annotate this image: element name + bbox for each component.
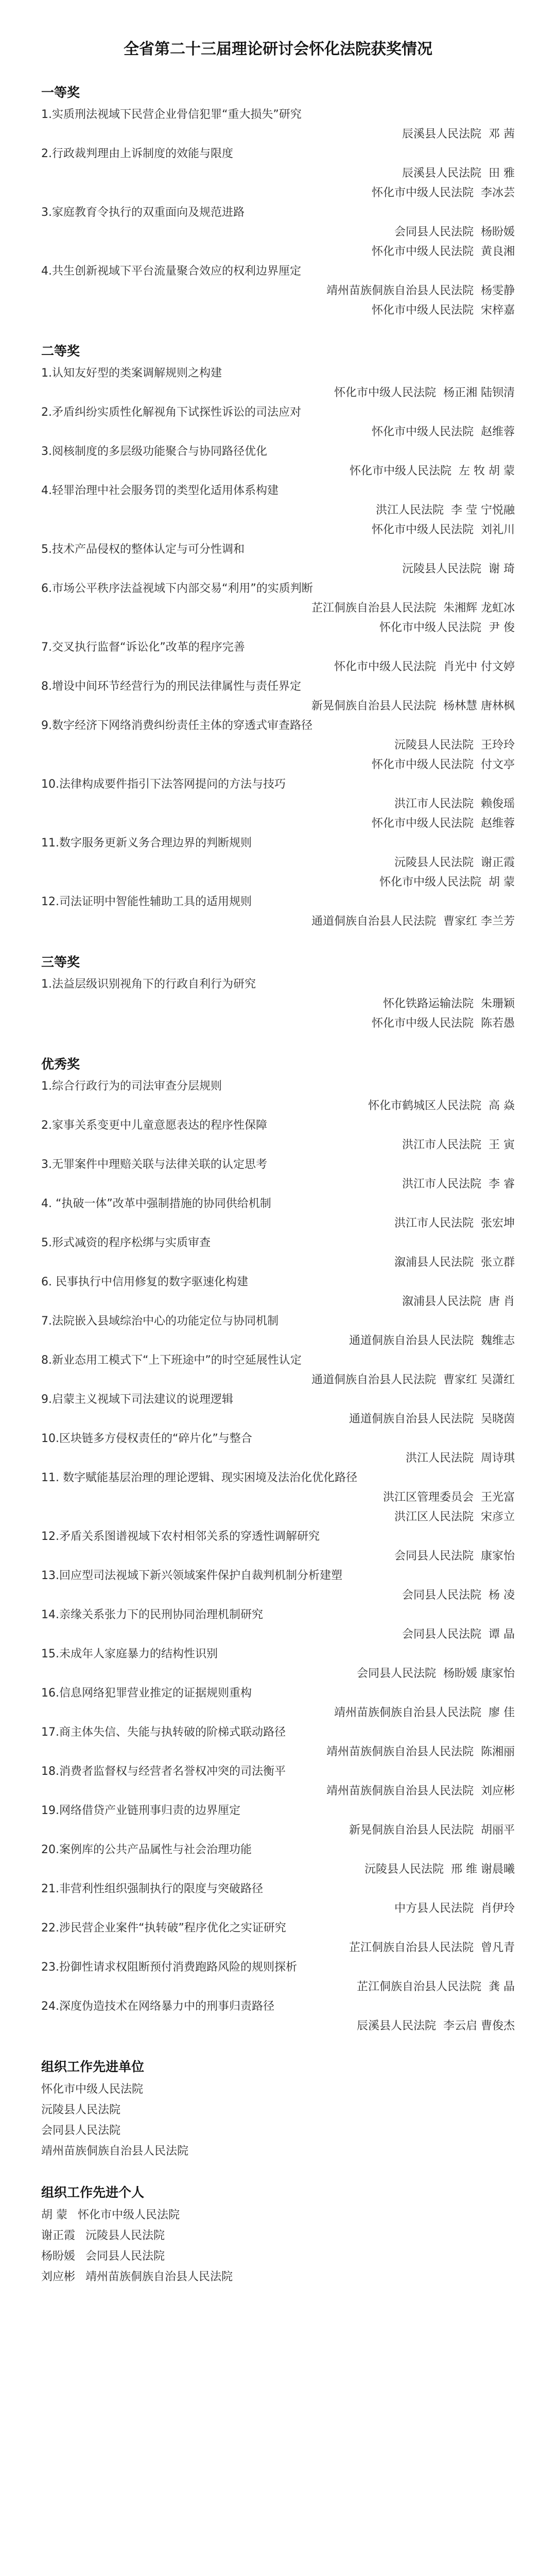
award-winner (41, 1253, 515, 1273)
award-winner (41, 1782, 515, 1801)
award-winner (41, 1547, 515, 1566)
winner-court: 通道侗族自治县人民法院 (349, 1413, 474, 1426)
award-winner (41, 125, 515, 144)
winner-name: 宋梓嘉 (480, 304, 515, 317)
winner-name: 李云启 曹俊杰 (443, 2020, 515, 2032)
winner-name: 邓 茜 (489, 128, 515, 141)
award-title: 1.实质刑法视域下民营企业骨信犯罪“重大损失”研究 (41, 108, 302, 121)
winner-court: 怀化市中级人民法院 (371, 1017, 474, 1030)
winner-name: 杨雯静 (480, 284, 515, 297)
award-entry (41, 1645, 515, 1684)
individual-name: 胡 蒙 (41, 2209, 67, 2222)
award-title: 3.家庭教育令执行的双重面向及规范进路 (41, 206, 245, 219)
award-entry (41, 638, 515, 677)
winner-court: 沅陵县人民法院 (364, 1863, 444, 1876)
winner-court: 会同县人民法院 (356, 1667, 436, 1680)
individual-court: 怀化市中级人民法院 (78, 2209, 180, 2222)
award-title: 21.非营利性组织强制执行的限度与突破路径 (41, 1883, 263, 1895)
winner-name: 张宏坤 (480, 1217, 515, 1230)
award-winner (41, 1214, 515, 1233)
award-winner (41, 242, 515, 262)
award-title: 11. 数字赋能基层治理的理论逻辑、现实困境及法治化优化路径 (41, 1471, 357, 1484)
award-winner (41, 183, 515, 203)
award-entry (41, 1312, 515, 1351)
winner-court: 洪江人民法院 (405, 1452, 474, 1465)
award-title: 2.行政裁判理由上诉制度的效能与限度 (41, 147, 233, 160)
award-winner (41, 994, 515, 1014)
award-entry (41, 144, 515, 203)
advanced-unit: 沅陵县人民法院 (41, 2104, 121, 2116)
award-title: 12.司法证明中智能性辅助工具的适用规则 (41, 895, 252, 908)
award-winner (41, 618, 515, 638)
winner-court: 芷江侗族自治县人民法院 (349, 1941, 474, 1954)
advanced-unit: 靖州苗族侗族自治县人民法院 (41, 2145, 189, 2158)
award-title: 16.信息网络犯罪营业推定的证据规则重构 (41, 1687, 252, 1700)
award-title: 2.矛盾纠纷实质性化解视角下试探性诉讼的司法应对 (41, 406, 301, 419)
award-winner (41, 1136, 515, 1155)
winner-name: 谭 晶 (489, 1628, 515, 1641)
award-title: 5.技术产品侵权的整体认定与可分性调和 (41, 543, 245, 556)
section-heading: 一等奖 (41, 85, 80, 100)
winner-court: 怀化市鹤城区人民法院 (368, 1099, 481, 1112)
section-heading: 组织工作先进个人 (41, 2185, 145, 2200)
section-heading: 优秀奖 (41, 1057, 80, 1072)
award-entry (41, 1527, 515, 1566)
award-winner (41, 1507, 515, 1527)
winner-court: 芷江侗族自治县人民法院 (356, 1980, 481, 1993)
winner-name: 赖俊瑶 (480, 798, 515, 810)
award-title: 4.轻罪治理中社会服务罚的类型化适用体系构建 (41, 484, 279, 497)
award-entry (41, 1468, 515, 1527)
individual-court: 会同县人民法院 (85, 2250, 165, 2263)
award-entry (41, 364, 515, 403)
award-entry (41, 579, 515, 638)
award-winner (41, 657, 515, 677)
award-entry (41, 677, 515, 716)
award-title: 7.交叉执行监督“诉讼化”改革的程序完善 (41, 641, 245, 654)
award-winner (41, 1977, 515, 1997)
winner-court: 中方县人民法院 (394, 1902, 474, 1915)
award-winner (41, 164, 515, 183)
award-winner (41, 1331, 515, 1351)
award-title: 18.消费者监督权与经营者名誉权冲突的司法衡平 (41, 1765, 286, 1778)
winner-name: 杨林慧 唐林枫 (443, 700, 515, 713)
winner-name: 陈若愚 (480, 1017, 515, 1030)
winner-court: 通道侗族自治县人民法院 (349, 1334, 474, 1347)
award-winner (41, 462, 515, 481)
winner-court: 怀化市中级人民法院 (379, 621, 481, 634)
award-title: 6. 民事执行中信用修复的数字驱速化构建 (41, 1276, 248, 1289)
winner-name: 高 焱 (489, 1099, 515, 1112)
award-entry (41, 1919, 515, 1958)
winner-name: 龚 晶 (489, 1980, 515, 1993)
award-winner (41, 1742, 515, 1762)
award-winner (41, 281, 515, 301)
winner-name: 尹 俊 (489, 621, 515, 634)
award-title: 1.法益层级识别视角下的行政自利行为研究 (41, 978, 256, 991)
winner-court: 靖州苗族侗族自治县人民法院 (326, 1785, 474, 1798)
winner-name: 邢 维 谢晨曦 (451, 1863, 515, 1876)
award-title: 1.认知友好型的类案调解规则之构建 (41, 367, 222, 380)
award-winner (41, 1488, 515, 1507)
award-entry (41, 1801, 515, 1840)
award-title: 7.法院嵌入县域综治中心的功能定位与协同机制 (41, 1315, 279, 1328)
award-winner (41, 873, 515, 892)
award-winner (41, 1096, 515, 1116)
award-title: 14.亲缘关系张力下的民刑协同治理机制研究 (41, 1608, 263, 1621)
individual-name: 杨盼媛 (41, 2250, 76, 2263)
winner-name: 刘应彬 (480, 1785, 515, 1798)
winner-court: 靖州苗族侗族自治县人民法院 (326, 1745, 474, 1758)
winner-court: 怀化市中级人民法院 (334, 660, 436, 673)
winner-court: 通道侗族自治县人民法院 (311, 915, 436, 928)
award-winner (41, 1449, 515, 1468)
award-winner (41, 301, 515, 320)
award-entry (41, 481, 515, 540)
award-entry (41, 1429, 515, 1468)
award-title: 10.区块链多方侵权责任的“碎片化”与整合 (41, 1432, 252, 1445)
winner-name: 谢正霞 (480, 856, 515, 869)
award-sections (41, 80, 515, 2036)
award-entry (41, 1390, 515, 1429)
award-winner (41, 697, 515, 716)
award-entry (41, 1351, 515, 1390)
award-title: 4.共生创新视域下平台流量聚合效应的权利边界厘定 (41, 265, 301, 278)
award-title: 20.案例库的公共产品属性与社会治理功能 (41, 1843, 252, 1856)
award-winner (41, 1586, 515, 1605)
award-winner (41, 223, 515, 242)
award-title: 19.网络借贷产业链刑事归责的边界厘定 (41, 1804, 240, 1817)
winner-court: 靖州苗族侗族自治县人民法院 (326, 284, 474, 297)
winner-name: 杨盼媛 (480, 226, 515, 239)
award-title: 2.家事关系变更中儿童意愿表达的程序性保障 (41, 1119, 267, 1132)
award-entry (41, 105, 515, 144)
award-entry (41, 1958, 515, 1997)
section-heading: 组织工作先进单位 (41, 2059, 145, 2074)
individual-name: 谢正霞 (41, 2229, 76, 2242)
winner-court: 洪江区管理委员会 (383, 1491, 474, 1504)
winner-name: 曾凡青 (480, 1941, 515, 1954)
award-entry (41, 834, 515, 892)
winner-name: 宋彦立 (480, 1511, 515, 1523)
winner-name: 康家怡 (480, 1550, 515, 1563)
award-winner (41, 1664, 515, 1684)
award-title: 3.阅核制度的多层级功能聚合与协同路径优化 (41, 445, 267, 458)
winner-court: 怀化市中级人民法院 (371, 523, 474, 536)
winner-court: 怀化市中级人民法院 (371, 426, 474, 438)
award-winner (41, 1014, 515, 1033)
section-heading: 三等奖 (41, 955, 80, 970)
award-winner (41, 1292, 515, 1312)
winner-court: 怀化市中级人民法院 (371, 304, 474, 317)
award-title: 15.未成年人家庭暴力的结构性识别 (41, 1648, 218, 1660)
winner-court: 辰溪县人民法院 (356, 2020, 436, 2032)
winner-name: 胡丽平 (480, 1824, 515, 1837)
page-title: 全省第二十三届理论研讨会怀化法院获奖情况 (124, 40, 432, 58)
winner-court: 怀化市中级人民法院 (379, 876, 481, 889)
award-winner (41, 755, 515, 775)
winner-name: 赵维蓉 (480, 817, 515, 830)
winner-name: 曹家红 吴潇红 (443, 1374, 515, 1386)
winner-name: 廖 佳 (489, 1706, 515, 1719)
award-title: 5.形式减资的程序松绑与实质审查 (41, 1236, 211, 1249)
winner-court: 怀化市中级人民法院 (334, 386, 436, 399)
advanced-individuals-section (41, 2180, 515, 2287)
award-winner (41, 1370, 515, 1390)
award-entry (41, 403, 515, 442)
award-title: 17.商主体失信、失能与执转破的阶梯式联动路径 (41, 1726, 286, 1739)
advanced-individual (41, 2267, 515, 2287)
award-title: 3.无罪案件中理赔关联与法律关联的认定思考 (41, 1158, 267, 1171)
winner-court: 会同县人民法院 (394, 226, 474, 239)
award-winner (41, 794, 515, 814)
winner-court: 洪江市人民法院 (394, 1217, 474, 1230)
award-entry (41, 1605, 515, 1645)
advanced-unit: 会同县人民法院 (41, 2124, 121, 2137)
award-winner (41, 1899, 515, 1919)
winner-name: 唐 肖 (489, 1295, 515, 1308)
winner-court: 新晃侗族自治县人民法院 (311, 700, 436, 713)
winner-name: 杨盼媛 康家怡 (443, 1667, 515, 1680)
award-winner (41, 1703, 515, 1723)
winner-court: 靖州苗族侗族自治县人民法院 (334, 1706, 481, 1719)
winner-name: 朱珊颖 (480, 997, 515, 1010)
winner-court: 洪江人民法院 (375, 504, 444, 517)
winner-name: 曹家红 李兰芳 (443, 915, 515, 928)
winner-court: 沅陵县人民法院 (402, 563, 481, 575)
award-winner (41, 422, 515, 442)
award-winner (41, 1860, 515, 1879)
winner-court: 通道侗族自治县人民法院 (311, 1374, 436, 1386)
award-title: 11.数字服务更新义务合理边界的判断规则 (41, 837, 252, 850)
winner-name: 赵维蓉 (480, 426, 515, 438)
individual-court: 沅陵县人民法院 (85, 2229, 165, 2242)
award-entry (41, 1116, 515, 1155)
winner-name: 朱湘辉 龙虹冰 (443, 602, 515, 615)
winner-name: 陈湘丽 (480, 1745, 515, 1758)
winner-name: 周诗琪 (480, 1452, 515, 1465)
winner-court: 洪江区人民法院 (394, 1511, 474, 1523)
award-title: 23.扮御性请求权阻断预付消费跑路风险的规则探析 (41, 1961, 297, 1974)
award-title: 8.增设中间环节经营行为的刑民法律属性与责任界定 (41, 680, 301, 693)
advanced-individual (41, 2246, 515, 2267)
winner-name: 付文亭 (480, 758, 515, 771)
winner-name: 王 寅 (489, 1139, 515, 1151)
winner-name: 吴晓茵 (480, 1413, 515, 1426)
winner-court: 怀化市中级人民法院 (371, 245, 474, 258)
award-entry (41, 262, 515, 320)
award-entry (41, 1997, 515, 2036)
winner-name: 田 雅 (489, 167, 515, 180)
award-entry (41, 1233, 515, 1273)
winner-court: 会同县人民法院 (402, 1628, 481, 1641)
award-title: 13.回应型司法视域下新兴领域案件保护自裁判机制分析建塑 (41, 1569, 342, 1582)
award-entry (41, 975, 515, 1033)
winner-name: 魏维志 (480, 1334, 515, 1347)
winner-name: 谢 琦 (489, 563, 515, 575)
award-title: 6.市场公平秩序法益视域下内部交易“利用”的实质判断 (41, 582, 313, 595)
winner-court: 怀化铁路运输法院 (383, 997, 474, 1010)
winner-court: 怀化市中级人民法院 (371, 758, 474, 771)
award-title: 9.启蒙主义视域下司法建议的说理逻辑 (41, 1393, 233, 1406)
advanced-individual (41, 2226, 515, 2246)
winner-name: 杨正湘 陆钡清 (443, 386, 515, 399)
winner-name: 李冰芸 (480, 187, 515, 199)
award-winner (41, 1175, 515, 1194)
award-title: 22.涉民营企业案件“执转破”程序优化之实证研究 (41, 1922, 286, 1935)
award-title: 8.新业态用工模式下“上下班途中”的时空延展性认定 (41, 1354, 302, 1367)
winner-court: 洪江市人民法院 (402, 1139, 481, 1151)
award-title: 9.数字经济下网络消费纠纷责任主体的穿透式审查路径 (41, 719, 312, 732)
winner-name: 肖光中 付文婷 (443, 660, 515, 673)
winner-name: 王玲玲 (480, 739, 515, 752)
award-winner (41, 1821, 515, 1840)
winner-court: 洪江市人民法院 (402, 1178, 481, 1191)
winner-court: 洪江市人民法院 (394, 798, 474, 810)
award-winner (41, 1938, 515, 1958)
award-entry (41, 1879, 515, 1919)
winner-court: 沅陵县人民法院 (394, 856, 474, 869)
winner-name: 杨 凌 (489, 1589, 515, 1602)
winner-court: 溆浦县人民法院 (394, 1256, 474, 1269)
winner-court: 新晃侗族自治县人民法院 (349, 1824, 474, 1837)
award-entry (41, 1077, 515, 1116)
winner-court: 辰溪县人民法院 (402, 167, 481, 180)
winner-court: 会同县人民法院 (402, 1589, 481, 1602)
award-entry (41, 716, 515, 775)
award-entry (41, 1273, 515, 1312)
award-title: 4. “执破一体”改革中强制措施的协同供给机制 (41, 1197, 271, 1210)
award-winner (41, 520, 515, 540)
winner-name: 黄良湘 (480, 245, 515, 258)
award-entry (41, 1723, 515, 1762)
winner-court: 怀化市中级人民法院 (371, 817, 474, 830)
award-winner (41, 853, 515, 873)
award-entry (41, 1762, 515, 1801)
winner-name: 左 牧 胡 蒙 (459, 465, 515, 478)
award-entry (41, 775, 515, 834)
advanced-units-section (41, 2055, 515, 2162)
award-winner (41, 560, 515, 579)
award-winner (41, 501, 515, 520)
award-entry (41, 1840, 515, 1879)
award-winner (41, 599, 515, 618)
award-entry (41, 540, 515, 579)
award-entry (41, 892, 515, 931)
advanced-unit: 怀化市中级人民法院 (41, 2083, 144, 2096)
winner-court: 溆浦县人民法院 (402, 1295, 481, 1308)
individual-name: 刘应彬 (41, 2270, 76, 2283)
winner-name: 李 睿 (489, 1178, 515, 1191)
winner-court: 辰溪县人民法院 (402, 128, 481, 141)
winner-name: 张立群 (480, 1256, 515, 1269)
winner-court: 怀化市中级人民法院 (371, 187, 474, 199)
winner-court: 芷江侗族自治县人民法院 (311, 602, 436, 615)
award-winner (41, 2016, 515, 2036)
award-title: 1.综合行政行为的司法审查分层规则 (41, 1080, 222, 1093)
award-entry (41, 442, 515, 481)
winner-name: 肖伊玲 (480, 1902, 515, 1915)
individual-court: 靖州苗族侗族自治县人民法院 (85, 2270, 233, 2283)
award-entry (41, 1155, 515, 1194)
award-entry (41, 1194, 515, 1233)
winner-court: 怀化市中级人民法院 (350, 465, 452, 478)
winner-name: 刘礼川 (480, 523, 515, 536)
award-title: 24.深度伪造技术在网络暴力中的刑事归责路径 (41, 2000, 274, 2013)
award-winner (41, 383, 515, 403)
award-winner (41, 912, 515, 931)
award-title: 10.法律构成要件指引下法答网提问的方法与技巧 (41, 778, 286, 791)
award-entry (41, 1566, 515, 1605)
winner-court: 沅陵县人民法院 (394, 739, 474, 752)
award-entry (41, 203, 515, 262)
award-entry (41, 1684, 515, 1723)
winner-name: 胡 蒙 (489, 876, 515, 889)
award-title: 12.矛盾关系图谱视域下农村相邻关系的穿透性调解研究 (41, 1530, 320, 1543)
award-winner (41, 1410, 515, 1429)
award-winner (41, 1625, 515, 1645)
winner-name: 李 莹 宁悦融 (451, 504, 515, 517)
section-heading: 二等奖 (41, 344, 80, 359)
advanced-individual (41, 2205, 515, 2226)
award-winner (41, 814, 515, 834)
award-winner (41, 736, 515, 755)
winner-court: 会同县人民法院 (394, 1550, 474, 1563)
winner-name: 王光富 (480, 1491, 515, 1504)
